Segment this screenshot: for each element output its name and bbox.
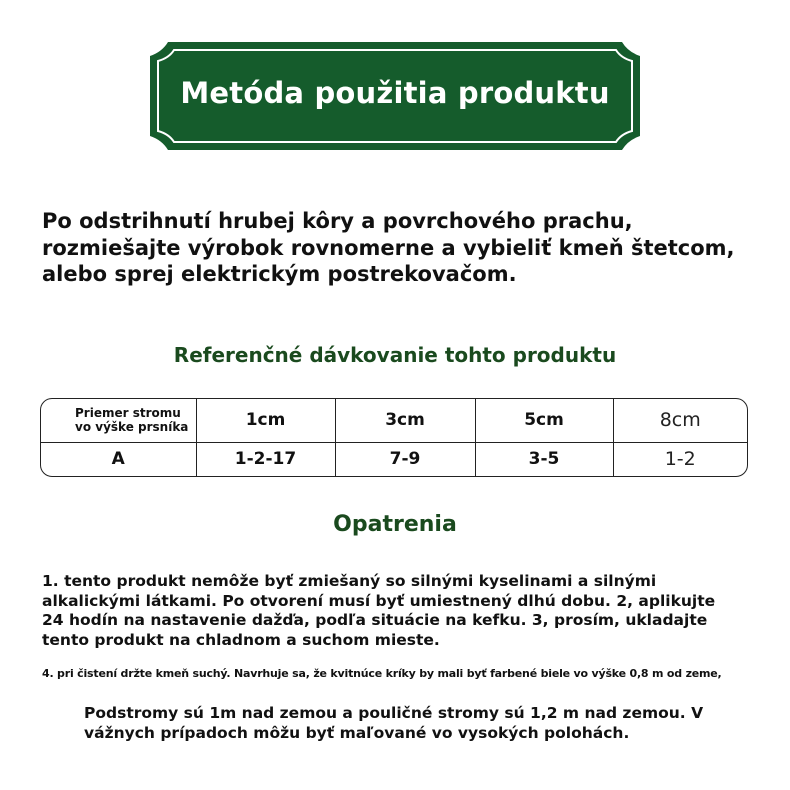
table-header-cell: 8cm bbox=[613, 399, 747, 442]
precautions-title: Opatrenia bbox=[333, 512, 457, 537]
table-cell: 7-9 bbox=[335, 442, 475, 476]
dosage-table bbox=[40, 398, 748, 477]
precautions-small-text: 4. pri čistení držte kmeň suchý. Navrhuje sa, že kvitnúce kríky by mali byť farbené biele vo výške 0,8 m od zeme, bbox=[42, 667, 722, 680]
title-banner bbox=[150, 42, 640, 150]
table-cell: A bbox=[41, 442, 196, 476]
table-row bbox=[41, 442, 747, 476]
precautions-note: Podstromy sú 1m nad zemou a pouličné stromy sú 1,2 m nad zemou. V vážnych prípadoch môžu byť maľované vo vysokých polohách. bbox=[84, 704, 704, 742]
table-cell: 3-5 bbox=[475, 442, 613, 476]
table-cell: 1-2-17 bbox=[196, 442, 335, 476]
table-cell: 1-2 bbox=[664, 448, 696, 471]
precautions-text: 1. tento produkt nemôže byť zmiešaný so silnými kyselinami a silnými alkalickými látkami. Po otvorení musí byť umiestnený dlhú dobu. 2, aplikujte 24 hodín na nastavenie dažďa, podľa situácie na kefku. 3, prosím, ukladajte tento produkt na chladnom a suchom mieste. bbox=[42, 572, 716, 649]
table-header-cell: Priemer stromu vo výške prsníka bbox=[41, 399, 196, 442]
table-header-cell: 3cm bbox=[335, 399, 475, 442]
banner-title: Metóda použitia produktu bbox=[180, 76, 610, 110]
intro-text: Po odstrihnutí hrubej kôry a povrchového prachu, rozmiešajte výrobok rovnomerne a vybieliť kmeň štetcom, alebo sprej elektrickým postrekovačom. bbox=[42, 209, 735, 286]
table-header-cell: 5cm bbox=[475, 399, 613, 442]
table-header-cell: 1cm bbox=[196, 399, 335, 442]
dosage-title: Referenčné dávkovanie tohto produktu bbox=[173, 343, 617, 367]
table-header-row bbox=[41, 399, 747, 442]
